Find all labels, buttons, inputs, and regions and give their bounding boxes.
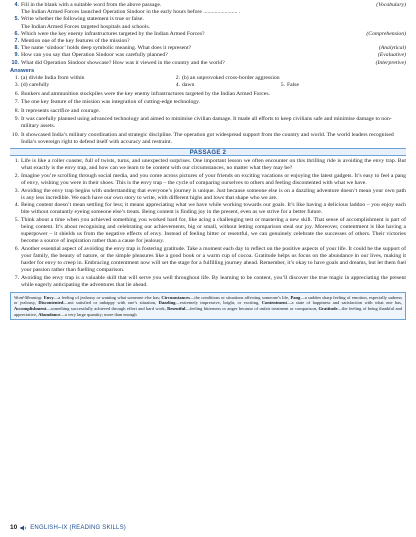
paragraph-number: 6. <box>14 245 19 252</box>
question-number: 5. <box>14 16 19 23</box>
answer-number: 9. <box>14 116 19 122</box>
question-text: Write whether the following statement is true or false. <box>21 16 144 23</box>
passage-title: PASSAGE 2 <box>10 148 406 156</box>
answer-number: 2. <box>175 75 180 82</box>
question-number: 10. <box>11 59 19 66</box>
word-meaning-box <box>10 292 406 320</box>
question-sub: The Indian Armed Forces targeted hospitals and schools. <box>21 23 151 30</box>
glossary-word: Circumstances <box>161 294 190 300</box>
passage-paragraph <box>10 202 406 216</box>
question-tag: (Analytical) <box>378 45 406 52</box>
book-title: ENGLISH–IX (READING SKILLS) <box>30 524 126 531</box>
question-text: Mention one of the key features of the mission? <box>21 38 130 45</box>
question-sub: The Indian Armed Forces launched Operation Sindoor in the early hours before ........................ . <box>21 9 241 16</box>
glossary-meaning: —the conditions or situations affecting someone’s life, <box>189 294 290 300</box>
glossary-meaning: —a feeling of jealousy or wanting what someone else has; <box>53 294 161 300</box>
glossary-meaning: —the feeling of being thankful and appreciative, <box>14 305 403 317</box>
paragraph-number: 2. <box>14 172 19 179</box>
answer-row <box>10 108 406 115</box>
answer-text: (b) an unprovoked cross-border aggression <box>182 75 280 82</box>
question-item <box>10 60 406 67</box>
question-item <box>10 31 406 38</box>
paragraph-number: 1. <box>14 158 19 164</box>
answer-number: 10. <box>11 131 19 138</box>
question-number: 7. <box>14 38 19 45</box>
passage-block <box>10 158 406 289</box>
answer-row <box>10 132 406 146</box>
answer-row <box>10 116 406 130</box>
passage-paragraph <box>10 217 406 245</box>
paragraph-text: Think about a time when you achieved something you worked hard for, like acing a challenging test or mastering a new skill. That sense of accomplishment is part of being content. It’s about recognising and celebrating our achievements, big or small, without letting comparison steal our joy. Moreover, contentment is like having a superpower – it shields us from the negative effects of envy. Instead of feeling bitter or resentful, we can genuinely celebrate the successes of others. Their victories become a source of inspiration rather than a cause for jealousy. <box>21 217 406 245</box>
question-number: 8. <box>14 45 19 52</box>
answer-text: False <box>287 82 300 89</box>
word-meaning-label: Word-Meaning: <box>14 294 43 300</box>
paragraph-text: Another essential aspect of avoiding the envy trap is fostering gratitude. Take a moment each day to reflect on the positive aspects of your life. It could be the support of your family, the beauty of nature, or the simple pleasures like a good book or a warm cup of cocoa. Gratitude helps us focus on the abundance in our lives, making it harder for envy to creep in. Embracing contentment now will set the stage for a fulfilling journey ahead. Remember, it’s okay to have goals and dreams, but let them fuel your passion rather than fuelling comparison. <box>21 245 406 273</box>
answers-heading: Answers <box>10 67 35 74</box>
question-tag: (Vocabulary) <box>376 2 406 8</box>
answer-number: 5. <box>280 82 285 89</box>
question-tag: (Comprehension) <box>366 30 406 37</box>
question-number: 4. <box>14 2 19 8</box>
question-number: 6. <box>14 30 19 37</box>
answer-row <box>10 91 406 98</box>
paragraph-number: 7. <box>14 274 19 281</box>
answer-number: 6. <box>14 90 19 97</box>
glossary-meaning: —not satisfied or unhappy with one’s situation, <box>63 300 157 306</box>
answer-text: (a) divide India from within <box>21 75 85 82</box>
glossary-meaning: —extremely impressive, bright, or exciting, <box>175 300 260 306</box>
glossary-meaning: —feeling bitterness or anger because of unfair treatment or comparison, <box>185 305 318 311</box>
question-text: Fill in the blank with a suitable word from the above passage. <box>21 2 162 8</box>
paragraph-number: 5. <box>14 217 19 224</box>
answer-number: 1. <box>14 75 19 82</box>
question-text: How can you say that Operation Sindoor was carefully planned? <box>21 52 168 59</box>
answer-text: dawn <box>182 82 195 89</box>
passage-paragraph <box>10 275 406 289</box>
answer-number: 3. <box>14 82 19 89</box>
page-number: 10 <box>10 524 18 531</box>
answer-row <box>10 82 406 89</box>
paragraph-number: 3. <box>14 187 19 194</box>
passage-paragraph <box>10 188 406 202</box>
question-text: Which were the key enemy infrastructures targeted by the Indian Armed Forces? <box>21 30 205 37</box>
answer-text: The one key feature of the mission was integration of cutting-edge technology. <box>21 99 201 106</box>
paragraph-text: Life is like a roller coaster, full of twists, turns, and unexpected surprises. One important lesson we often encounter on this thrilling ride is avoiding the envy trap. But what exactly is the envy trap, and how can we learn to be content with our circumstances, no matter what they may be? <box>21 158 406 171</box>
glossary-meaning: —a sudden sharp feeling of emotion, especially sadness or jealousy, <box>14 294 403 306</box>
paragraph-text: Imagine you’re scrolling through social media, and you come across pictures of your friends on exciting vacations or enjoying the latest gadgets. It’s easy to feel a pang of envy, wishing you were in their shoes. This is the envy trap – the cycle of comparing ourselves to others and feeling discontented with what we have. <box>21 172 406 186</box>
paragraph-text: Avoiding the envy trap begins with understanding that everyone’s journey is unique. Just because someone else is on a dazzling adventure doesn’t mean your own path is any less incredible. We each have our own story to write, with different highs and lows that shape who we are. <box>21 187 406 201</box>
question-text: What did Operation Sindoor showcase? How was it viewed in the country and the world? <box>21 59 225 66</box>
question-item <box>10 52 406 59</box>
page-footer <box>10 524 126 531</box>
glossary-word: Pang <box>290 294 301 300</box>
question-tag: (Evaluative) <box>377 52 406 59</box>
glossary-meaning: —something successfully achieved through effort and hard work, <box>46 305 166 311</box>
question-text: The name ‘sindoor’ holds deep symbolic meaning. What does it represent? <box>21 45 192 52</box>
answer-text: It represents sacrifice and courage. <box>21 107 101 114</box>
glossary-word: Contentment <box>261 300 287 306</box>
paragraph-text: Avoiding the envy trap is a valuable skill that will serve you well throughout life. By learning to be content, you’ll discover the true magic in appreciating the present while eagerly anticipating the adventures that lie ahead. <box>21 274 406 288</box>
glossary-meaning: —a very large quantity; more than enough <box>60 311 137 317</box>
answer-number: 8. <box>14 107 19 114</box>
glossary-word: Resentful <box>167 305 186 311</box>
answer-number: 7. <box>14 99 19 106</box>
glossary-word: Envy <box>43 294 54 300</box>
question-tag: (Interpretive) <box>375 59 406 66</box>
glossary-word: Accomplishment <box>14 305 47 311</box>
answer-text: Bunkers and ammunition stockpiles were the key enemy infrastructures targeted by the Indian Armed Forces. <box>21 90 270 97</box>
glossary-word: Discontented <box>38 300 64 306</box>
answers-block <box>10 75 406 146</box>
questions-block <box>10 2 406 67</box>
glossary-meaning: —a state of happiness and satisfaction with what one has, <box>286 300 403 306</box>
passage-paragraph <box>10 158 406 172</box>
answer-text: It showcased India’s military coordination and strategic discipline. The operation got widespread support from the country and world. The world leaders recognised India’s sovereign right to defend itself with accuracy and restraint. <box>21 131 394 145</box>
answer-text: It was carefully planned using advanced technology and aimed to minimise civilian damage. It made all efforts to keep civilians safe and minimise damage to non-military assets. <box>21 116 392 130</box>
paragraph-number: 4. <box>14 202 19 209</box>
glossary-word: Abundance <box>38 311 61 317</box>
speaker-icon <box>20 525 27 531</box>
answer-number: 4. <box>175 82 180 89</box>
glossary-word: Gratitude <box>318 305 338 311</box>
question-item <box>10 16 406 23</box>
answer-row <box>10 75 406 82</box>
question-number: 9. <box>14 52 19 59</box>
paragraph-text: Being content doesn’t mean settling for less; it means appreciating what we have while working towards our goals. It’s like having a delicious laddoo – you enjoy each bite without constantly eyeing someone else’s treats. Being content is finding joy in the present, even as we strive for a better future. <box>21 202 406 216</box>
glossary-word: Dazzling <box>158 300 176 306</box>
answer-row <box>10 99 406 106</box>
answer-text: (d) carefully <box>21 82 50 89</box>
passage-paragraph <box>10 246 406 274</box>
passage-paragraph <box>10 173 406 187</box>
